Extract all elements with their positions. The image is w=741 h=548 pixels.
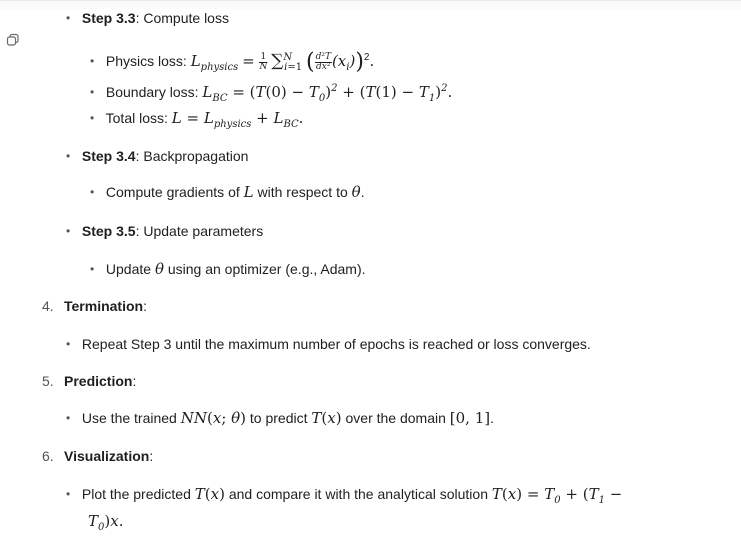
step-text: : Backpropagation xyxy=(135,148,249,164)
section-colon: : xyxy=(143,298,147,314)
termination-text: Repeat Step 3 until the maximum number of epochs is reached or loss converges. xyxy=(81,336,591,352)
text-segment: and compare it with the analytical solution xyxy=(224,486,492,502)
math-nn: NN(x; θ) xyxy=(180,409,247,427)
text-segment: Compute gradients of xyxy=(105,184,244,200)
text-segment: . xyxy=(360,184,365,200)
text-segment: over the domain xyxy=(341,410,450,426)
section-termination xyxy=(42,296,147,316)
step-label: Step 3.5 xyxy=(81,223,136,239)
total-loss-formula: $L = L_{physics} + L_{BC}$. xyxy=(171,109,304,130)
section-number: 4. xyxy=(42,298,54,314)
step-label: Step 3.3 xyxy=(81,10,136,26)
bullet-icon xyxy=(90,259,102,280)
prediction-item xyxy=(66,408,494,429)
bullet-icon xyxy=(90,82,102,103)
text-segment: with respect to xyxy=(253,184,352,200)
bullet-icon xyxy=(66,8,78,29)
text-segment: Use the trained xyxy=(81,410,181,426)
step-label: Step 3.4 xyxy=(81,148,136,164)
text-segment: Update xyxy=(105,261,155,277)
bullet-icon xyxy=(66,146,78,167)
bullet-icon xyxy=(90,46,102,77)
text-segment: to predict xyxy=(246,410,312,426)
step-text: : Update parameters xyxy=(135,223,264,239)
section-colon: : xyxy=(132,373,137,389)
math-tx: T(x) xyxy=(194,485,225,503)
section-visualization xyxy=(42,446,153,466)
boundary-loss-formula: $L_{BC} = (T(0) - T_0)^2 + (T(1) - T_1)^2$. xyxy=(202,83,453,104)
termination-item xyxy=(66,334,591,355)
total-loss-label: Total loss: xyxy=(105,110,172,126)
step-3-4 xyxy=(66,146,248,167)
text-segment: using an optimizer (e.g., Adam). xyxy=(163,261,366,277)
boundary-loss-item xyxy=(90,82,452,105)
section-title: Termination xyxy=(64,298,144,314)
visualization-item-continued xyxy=(88,511,124,534)
bullet-icon xyxy=(66,334,78,355)
physics-loss-formula: $L_{physics}$ xyxy=(190,52,239,73)
section-prediction xyxy=(42,371,136,391)
bullet-icon xyxy=(66,484,78,505)
text-segment: . xyxy=(490,410,494,426)
math-theta: θ xyxy=(154,260,164,278)
math-L: L xyxy=(243,183,254,201)
section-number: 5. xyxy=(42,373,54,389)
copy-icon[interactable] xyxy=(6,33,20,47)
physics-loss-label: Physics loss: xyxy=(105,53,191,69)
bullet-icon xyxy=(90,108,102,129)
visualization-item xyxy=(66,484,622,507)
math-analytical: $T(x) = T_0 + (T_1$ − xyxy=(491,485,623,506)
step-text: : Compute loss xyxy=(135,10,229,26)
bullet-icon xyxy=(66,408,78,429)
math-analytical-cont: $T_0)x$. xyxy=(88,512,124,533)
section-number: 6. xyxy=(42,448,54,464)
boundary-loss-label: Boundary loss: xyxy=(105,84,203,100)
total-loss-item xyxy=(90,108,303,131)
bullet-icon xyxy=(90,182,102,203)
bullet-icon xyxy=(66,221,78,242)
math-tx: T(x) xyxy=(311,409,342,427)
section-title: Prediction xyxy=(64,373,133,389)
step-3-5 xyxy=(66,221,263,242)
text-segment: Plot the predicted xyxy=(81,486,195,502)
compute-gradients-item xyxy=(90,182,365,203)
math-domain: [0, 1] xyxy=(449,409,491,427)
step-3-3 xyxy=(66,8,229,29)
update-theta-item xyxy=(90,259,366,280)
physics-loss-item: • Physics loss: $L_{physics}$ = $\frac{1}{N}$ ∑$^N_{i=1}$ ( $\frac{\text{d²T}}{\text{dx²}}$ $(x_i))^2$. xyxy=(90,46,374,79)
math-theta: θ xyxy=(351,183,361,201)
section-colon: : xyxy=(149,448,154,464)
section-title: Visualization xyxy=(64,448,150,464)
